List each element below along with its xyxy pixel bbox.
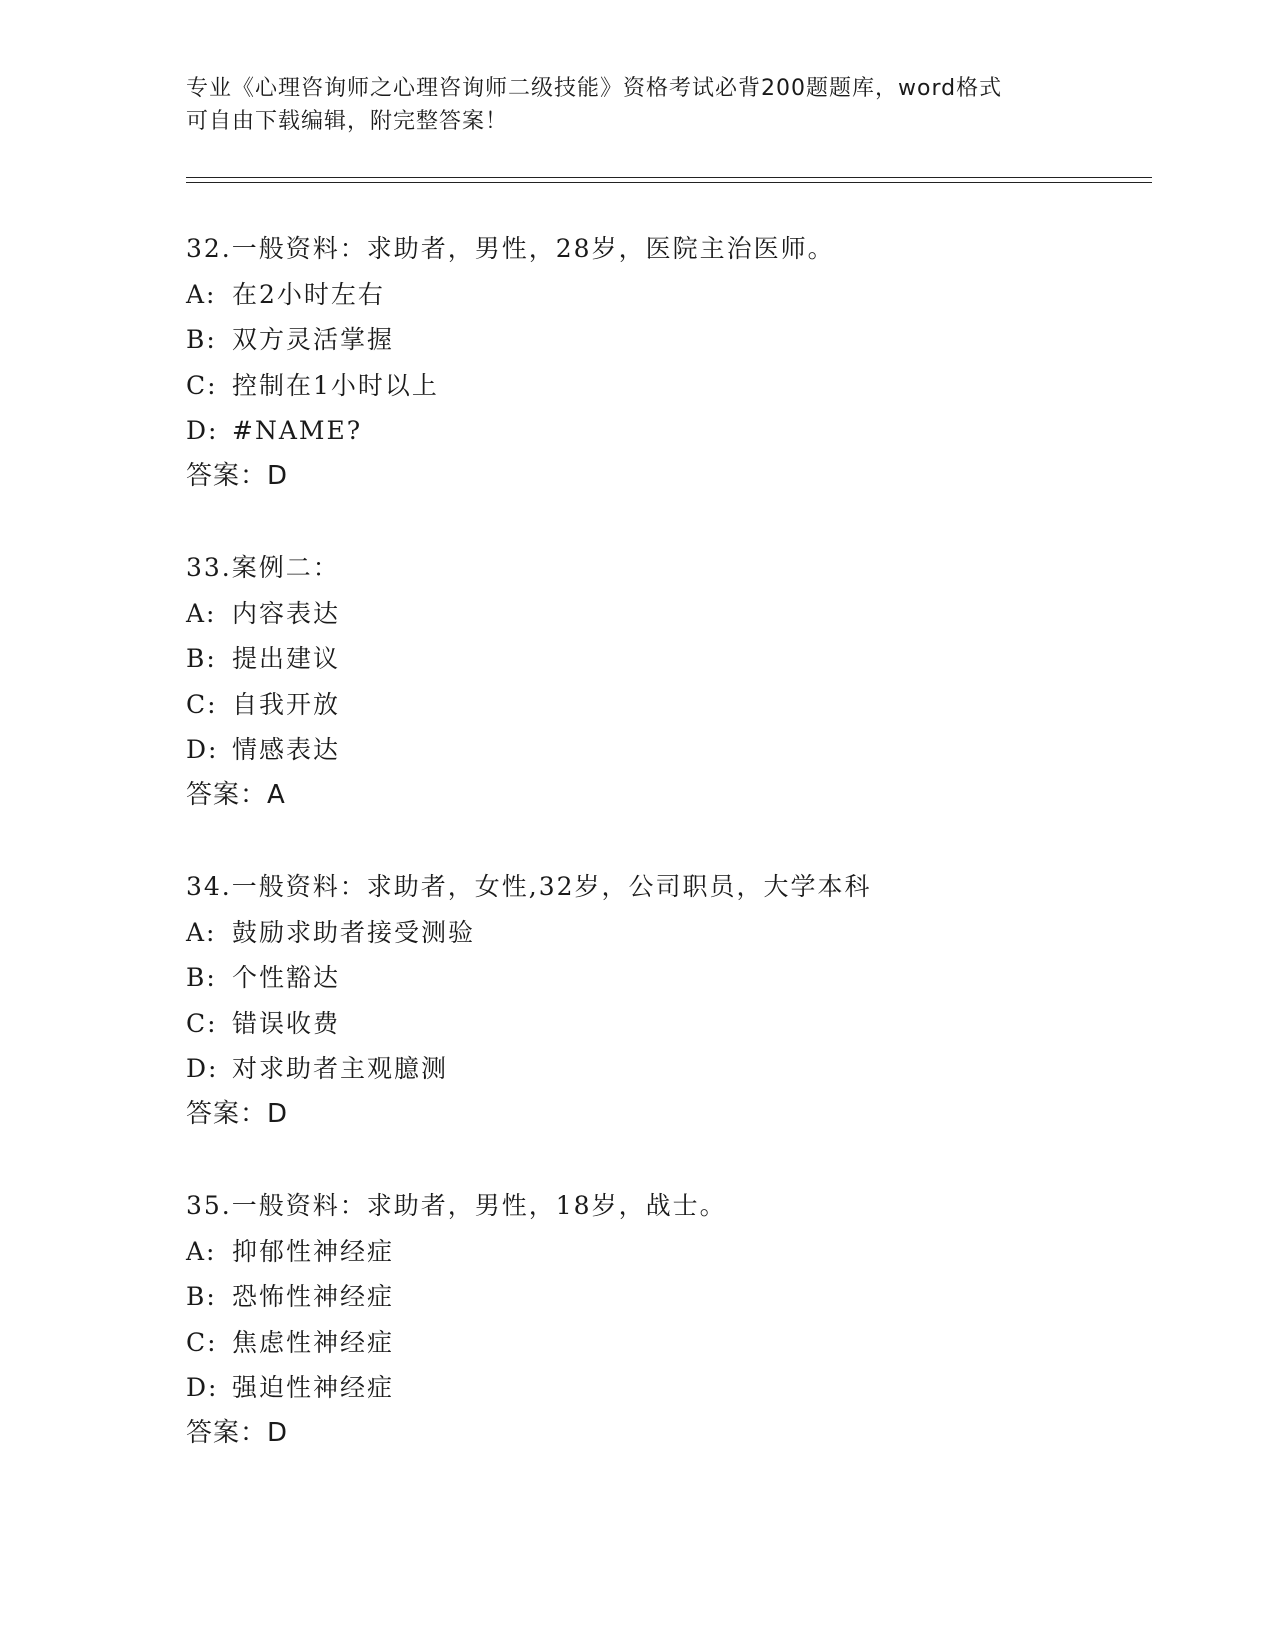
- option-letter: A:: [186, 279, 217, 309]
- question-stem: 33.案例二：: [186, 553, 340, 582]
- option-letter: B:: [186, 963, 217, 992]
- option-letter: B:: [186, 644, 217, 673]
- option-d: [186, 408, 1186, 454]
- option-text: 自我开放: [232, 689, 341, 719]
- option-letter: A:: [186, 1236, 217, 1266]
- option-text: 提出建议: [232, 644, 341, 673]
- option-c: [186, 682, 1186, 728]
- answer-line: 答案：D: [186, 460, 289, 491]
- option-text: 焦虑性神经症: [232, 1327, 395, 1357]
- option-letter: D:: [186, 1054, 219, 1083]
- option-text: 抑郁性神经症: [232, 1236, 395, 1266]
- option-text: #NAME?: [232, 416, 363, 445]
- option-d: [186, 727, 1186, 773]
- option-b: [186, 317, 1186, 363]
- question-33: [186, 545, 1186, 818]
- option-letter: D:: [186, 735, 219, 764]
- option-a: [186, 1229, 1186, 1275]
- option-a: [186, 272, 1186, 318]
- question-32: [186, 226, 1186, 499]
- option-a: [186, 591, 1186, 637]
- option-d: [186, 1365, 1186, 1411]
- document-header: [186, 72, 1086, 138]
- option-c: [186, 363, 1186, 409]
- option-text: 情感表达: [232, 735, 341, 764]
- answer-line: 答案：D: [186, 1417, 289, 1448]
- option-text: 个性豁达: [232, 963, 341, 992]
- answer-line: 答案：A: [186, 779, 286, 810]
- option-text: 内容表达: [232, 598, 341, 628]
- option-letter: C:: [186, 1327, 218, 1357]
- option-text: 双方灵活掌握: [232, 325, 395, 354]
- option-letter: D:: [186, 416, 219, 445]
- option-letter: D:: [186, 1373, 219, 1402]
- question-34: [186, 864, 1186, 1137]
- option-text: 在2小时左右: [232, 279, 385, 309]
- option-text: 恐怖性神经症: [232, 1282, 395, 1311]
- option-letter: B:: [186, 325, 217, 354]
- option-text: 控制在1小时以上: [232, 370, 439, 400]
- option-text: 对求助者主观臆测: [232, 1054, 449, 1083]
- option-text: 错误收费: [232, 1008, 341, 1038]
- question-stem: 32.一般资料：求助者，男性，28岁，医院主治医师。: [186, 234, 835, 263]
- option-letter: C:: [186, 1008, 218, 1038]
- header-line-1: 专业《心理咨询师之心理咨询师二级技能》资格考试必背200题题库，word格式: [186, 76, 1003, 101]
- option-c: [186, 1001, 1186, 1047]
- option-d: [186, 1046, 1186, 1092]
- question-stem: 34.一般资料：求助者，女性,32岁，公司职员，大学本科: [186, 872, 872, 901]
- answer-line: 答案：D: [186, 1098, 289, 1129]
- option-b: [186, 1274, 1186, 1320]
- option-letter: C:: [186, 370, 218, 400]
- question-35: [186, 1183, 1186, 1456]
- option-text: 强迫性神经症: [232, 1373, 395, 1402]
- option-letter: A:: [186, 598, 217, 628]
- option-b: [186, 955, 1186, 1001]
- question-stem: 35.一般资料：求助者，男性，18岁，战士。: [186, 1191, 727, 1220]
- header-divider-top: [186, 177, 1152, 178]
- option-letter: C:: [186, 689, 218, 719]
- option-c: [186, 1320, 1186, 1366]
- option-letter: A:: [186, 917, 217, 947]
- option-text: 鼓励求助者接受测验: [232, 917, 476, 947]
- option-a: [186, 910, 1186, 956]
- option-letter: B:: [186, 1282, 217, 1311]
- option-b: [186, 636, 1186, 682]
- header-divider-bottom: [186, 182, 1152, 183]
- header-line-2: 可自由下载编辑，附完整答案！: [186, 109, 509, 134]
